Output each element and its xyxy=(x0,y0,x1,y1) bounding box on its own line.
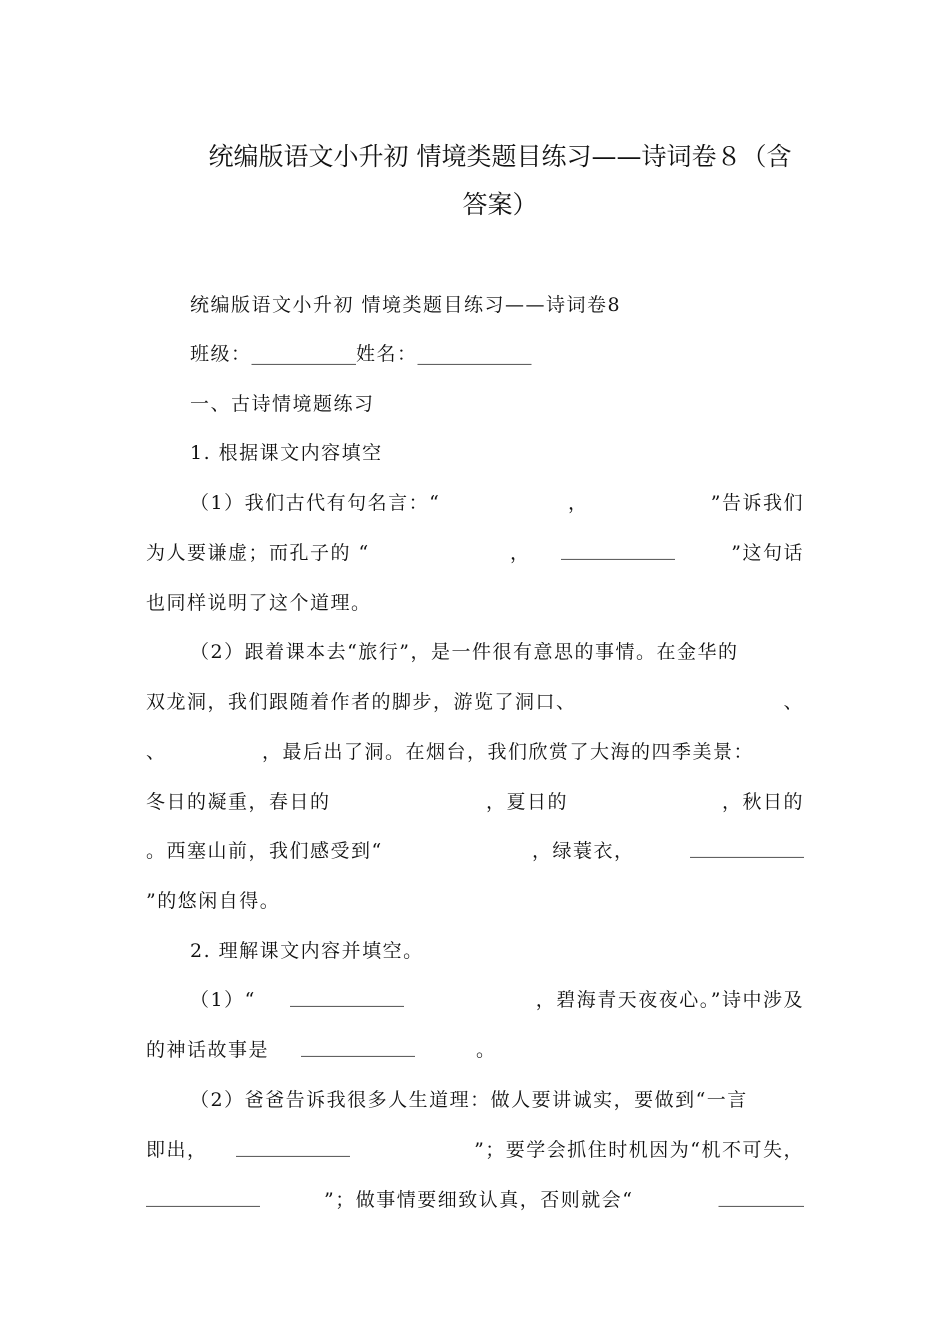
q1-part2-text-d: ，夏日的 xyxy=(486,791,569,813)
q2-part2-blank: ____________ xyxy=(236,1135,350,1157)
q2-part1-blank-2: ____________ xyxy=(301,1035,415,1057)
q2-part1-text-c: 的神话故事是 xyxy=(146,1039,270,1061)
q1-part2-line1: （2）跟着课本去“旅行”，是一件很有意思的事情。在金华的 xyxy=(190,641,739,663)
q1-part2-line6: ”的悠闲自得。 xyxy=(146,890,281,912)
q1-part2-line4 xyxy=(146,787,804,814)
q2-part1-line1 xyxy=(190,985,804,1012)
q1-part2-text-g: ，绿蓑衣， xyxy=(532,840,635,862)
q1-part1-line3: 也同样说明了这个道理。 xyxy=(146,592,372,614)
q1-part1-comma: ， xyxy=(568,492,589,514)
q1-part2-text-f: 。西塞山前，我们感受到“ xyxy=(146,840,383,862)
q1-part2-line5 xyxy=(146,836,804,863)
section-heading: 一、古诗情境题练习 xyxy=(190,393,375,415)
q2-part2-text-c: ”；做事情要细致认真，否则就会“ xyxy=(324,1189,634,1211)
q2-part1-period: 。 xyxy=(476,1039,497,1061)
q1-part1-text-c: ”告诉我们 xyxy=(710,492,804,514)
q1-part2-line2 xyxy=(146,687,804,714)
q1-part1-text-d: 为人要谦虚；而孔子的 “ xyxy=(146,542,370,564)
class-label: 班级： xyxy=(190,343,252,365)
q1-part2-text-c: 冬日的凝重，春日的 xyxy=(146,791,331,813)
q2-part1-blank: ____________ xyxy=(290,985,404,1007)
exam-subtitle: 统编版语文小升初 情境类题目练习——诗词卷8 xyxy=(190,294,622,316)
q2-part1-text-b: ，碧海青天夜夜心。”诗中涉及 xyxy=(535,989,804,1011)
student-info-row xyxy=(190,339,532,366)
q1-part1-line1 xyxy=(190,488,804,515)
q1-part1-line2 xyxy=(146,538,804,565)
q1-part2-blank: ____________ xyxy=(690,836,804,858)
q1-part2-line3 xyxy=(146,737,804,764)
question-1-heading: 1. 根据课文内容填空 xyxy=(190,442,383,464)
q2-part1-line2 xyxy=(146,1035,804,1062)
q2-part2-blank-3: _________ xyxy=(718,1185,804,1207)
q1-part2-text-e: ，秋日的 xyxy=(721,791,804,813)
q1-part1-comma-2: ， xyxy=(510,542,531,564)
document-title-line-2: 答案） xyxy=(462,190,538,219)
q1-part1-blank: ____________ xyxy=(561,538,675,560)
name-label: 姓名： xyxy=(356,343,418,365)
q1-part1-text-a: （1）我们古代有句名言：“ xyxy=(190,492,441,514)
q1-part2-text-b: ，最后出了洞。在烟台，我们欣赏了大海的四季美景： xyxy=(262,741,755,763)
q2-part2-blank-2: ____________ xyxy=(146,1185,260,1207)
q2-part2-text-b: ”；要学会抓住时机因为“机不可失， xyxy=(474,1139,804,1161)
q2-part2-line2 xyxy=(146,1135,804,1162)
q2-part1-text-a: （1）“ xyxy=(190,989,256,1011)
name-blank: ____________ xyxy=(417,343,532,365)
document-title-line-1: 统编版语文小升初 情境类题目练习——诗词卷８（含 xyxy=(208,142,792,171)
q1-part2-comma-2: 、 xyxy=(146,741,167,763)
q2-part2-line3 xyxy=(146,1185,804,1211)
q1-part2-comma: 、 xyxy=(783,691,804,713)
q1-part1-text-e: ”这句话 xyxy=(731,542,804,564)
question-2-heading: 2. 理解课文内容并填空。 xyxy=(190,940,424,962)
q2-part2-line1: （2）爸爸告诉我很多人生道理：做人要讲诚实，要做到“一言 xyxy=(190,1089,748,1111)
q1-part2-text-a: 双龙洞，我们跟随着作者的脚步，游览了洞口、 xyxy=(146,691,577,713)
q2-part2-text-a: 即出， xyxy=(146,1139,208,1161)
class-blank: ___________ xyxy=(251,343,357,365)
